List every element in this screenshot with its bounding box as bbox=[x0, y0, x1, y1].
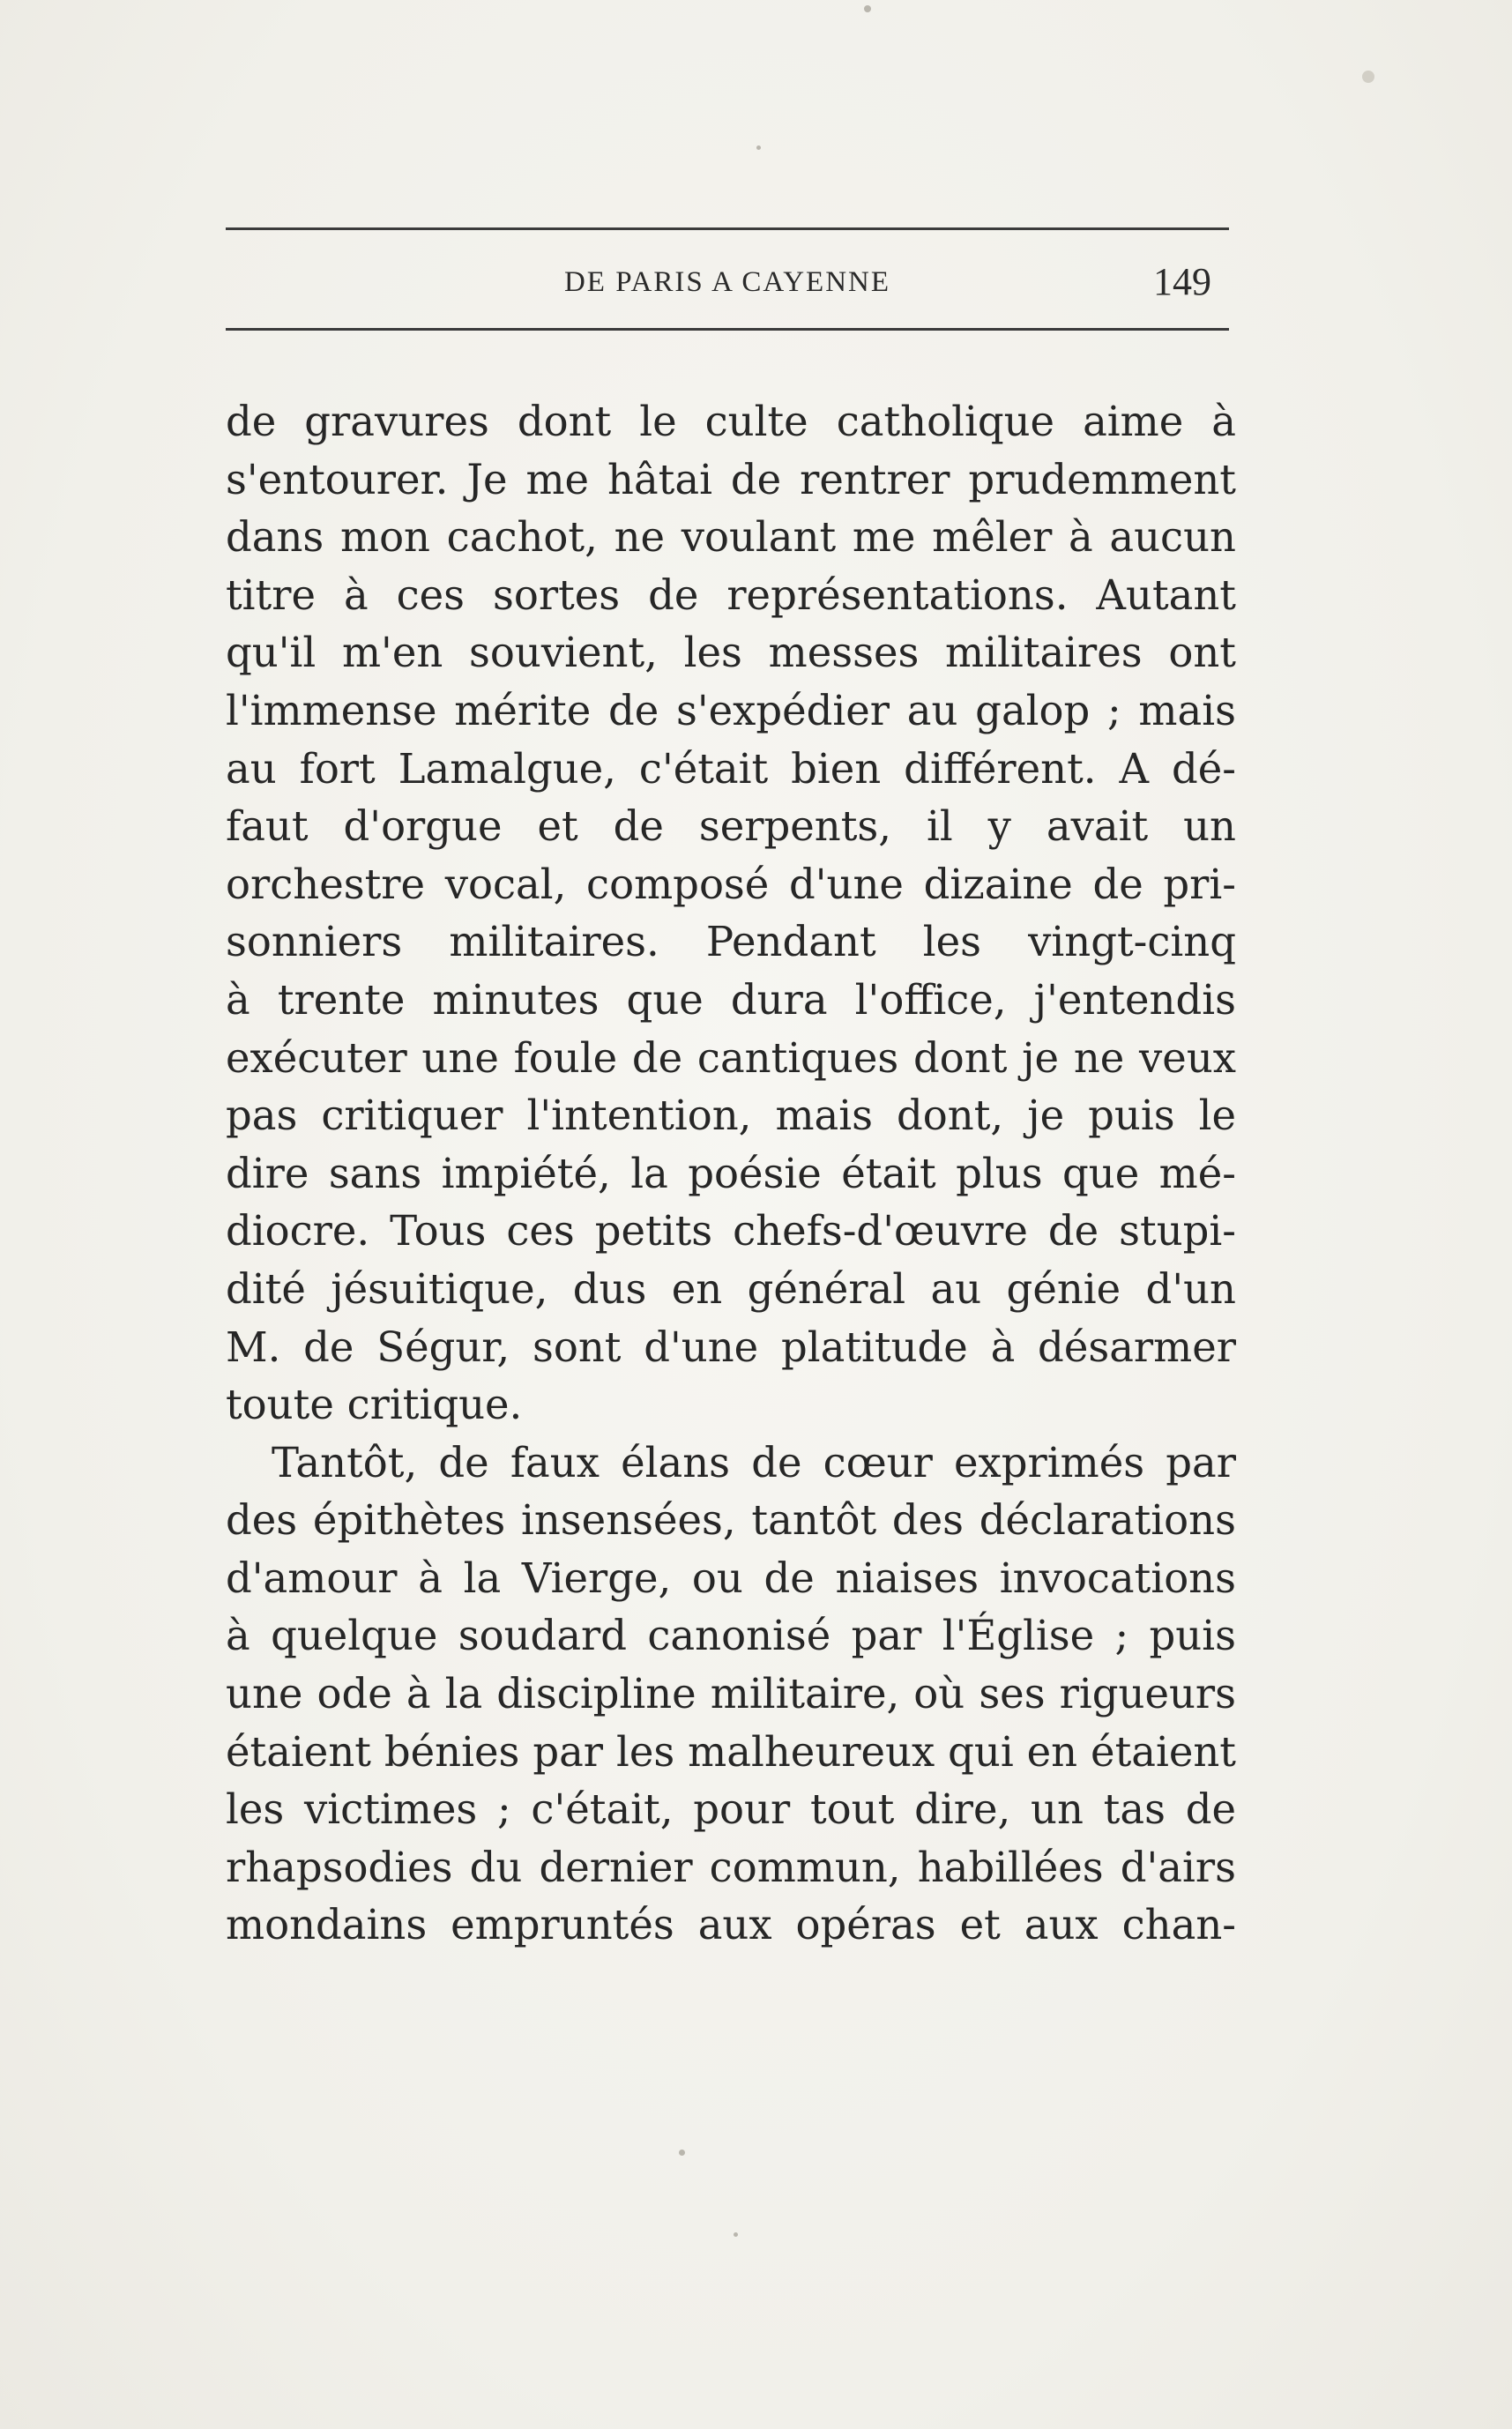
text-line: diocre. Tous ces petits chefs-d'œuvre de stupi- bbox=[226, 1207, 1236, 1255]
page-number: 149 bbox=[1153, 260, 1211, 303]
text-line: exécuter une foule de cantiques dont je ne veux bbox=[226, 1033, 1236, 1082]
paper-speck bbox=[756, 145, 761, 150]
text-line: qu'il m'en souvient, les messes militaires ont bbox=[226, 629, 1236, 677]
text-line: les victimes ; c'était, pour tout dire, un tas de bbox=[226, 1785, 1236, 1834]
text-line: de gravures dont le culte catholique aime à bbox=[226, 398, 1236, 445]
paragraph-start-line: Tantôt, de faux élans de cœur exprimés par bbox=[272, 1438, 1236, 1486]
paper-speck bbox=[864, 5, 871, 12]
text-line: l'immense mérite de s'expédier au galop ; mais bbox=[226, 686, 1236, 734]
text-line: à trente minutes que dura l'office, j'entendis bbox=[226, 975, 1236, 1024]
text-line: M. de Ségur, sont d'une platitude à désarmer bbox=[226, 1323, 1236, 1371]
running-title: DE PARIS A CAYENNE bbox=[563, 266, 891, 298]
body-text bbox=[226, 393, 1236, 1955]
paper-speck bbox=[1362, 71, 1374, 83]
text-line: d'amour à la Vierge, ou de niaises invocations bbox=[226, 1554, 1236, 1602]
paper-speck bbox=[679, 2150, 685, 2156]
header-rule-bottom bbox=[226, 328, 1229, 331]
text-line: faut d'orgue et de serpents, il y avait un bbox=[226, 802, 1236, 851]
text-line: à quelque soudard canonisé par l'Église ; puis bbox=[226, 1612, 1236, 1660]
running-header bbox=[226, 260, 1229, 303]
text-line: des épithètes insensées, tantôt des déclarations bbox=[226, 1496, 1236, 1545]
text-line: sonniers militaires. Pendant les vingt-cinq bbox=[226, 918, 1236, 966]
text-line: rhapsodies du dernier commun, habillées d'airs bbox=[226, 1843, 1236, 1891]
text-line: orchestre vocal, composé d'une dizaine de pri- bbox=[226, 860, 1236, 908]
paper-speck bbox=[734, 2232, 738, 2237]
text-line: étaient bénies par les malheureux qui en étaient bbox=[226, 1727, 1236, 1776]
text-line: au fort Lamalgue, c'était bien différent. A dé- bbox=[226, 744, 1236, 793]
paragraph-end-line: toute critique. bbox=[226, 1381, 523, 1429]
text-line: dans mon cachot, ne voulant me mêler à aucun bbox=[226, 513, 1236, 562]
text-line: une ode à la discipline militaire, où ses rigueurs bbox=[226, 1670, 1236, 1718]
text-line: dité jésuitique, dus en général au génie d'un bbox=[226, 1264, 1236, 1313]
header-rule-top bbox=[226, 227, 1229, 230]
text-line: s'entourer. Je me hâtai de rentrer prudemment bbox=[226, 455, 1236, 503]
text-line: pas critiquer l'intention, mais dont, je puis le bbox=[226, 1092, 1236, 1140]
text-line: titre à ces sortes de représentations. Autant bbox=[226, 570, 1236, 619]
text-line: dire sans impiété, la poésie était plus que mé- bbox=[226, 1149, 1236, 1197]
text-line: mondains empruntés aux opéras et aux chan- bbox=[226, 1901, 1236, 1949]
